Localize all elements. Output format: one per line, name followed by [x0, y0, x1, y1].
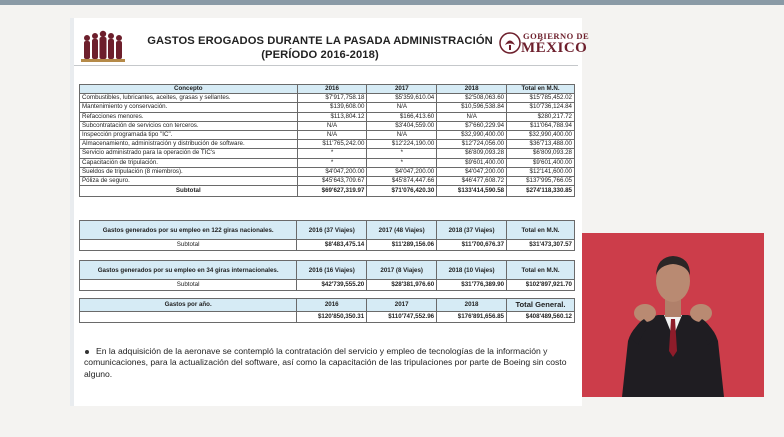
subtotal-row [80, 280, 575, 291]
cell-2016: $7'917,758.18 [297, 94, 367, 103]
cell-2016: $45'643,709.67 [297, 176, 367, 185]
subtotal-label: Subtotal [80, 186, 298, 197]
table-row [80, 94, 575, 103]
cell-concept: Almacenamiento, administración y distribución de software. [80, 140, 298, 149]
total-2017: $110'747,552.96 [367, 312, 437, 323]
table-row [80, 112, 575, 121]
table-row [80, 176, 575, 185]
subtotal-row [80, 240, 575, 251]
header-total: Total en M.N. [507, 221, 575, 240]
header-concept: Gastos generados por su empleo en 34 giras internacionales. [80, 261, 297, 280]
table-row [80, 140, 575, 149]
cell-2016: N/A [297, 121, 367, 130]
subtotal-2017: $11'289,156.06 [367, 240, 437, 251]
subtotal-row [80, 186, 575, 197]
cell-2017: N/A [367, 130, 437, 139]
cell-2017: $4'047,200.00 [367, 167, 437, 176]
header-2016: 2016 [297, 299, 367, 312]
table-row [80, 167, 575, 176]
cell-total: $280,217.72 [507, 112, 575, 121]
international-trips-table [79, 260, 575, 291]
cell-2017: $45'874,447.66 [367, 176, 437, 185]
header-concept: Gastos generados por su empleo en 122 giras nacionales. [80, 221, 297, 240]
cell-total: $137'995,766.05 [507, 176, 575, 185]
header-total: Total en M.N. [507, 85, 575, 94]
cell-2017: $3'404,559.00 [367, 121, 437, 130]
table-header-row [80, 221, 575, 240]
expenses-table [79, 84, 575, 197]
subtotal-2017: $71'076,420.30 [367, 186, 437, 197]
subtotal-2018: $133'414,590.58 [437, 186, 507, 197]
cell-total: $6'809,093.28 [507, 149, 575, 158]
cell-concept: Mantenimiento y conservación. [80, 103, 298, 112]
cell-2016: * [297, 149, 367, 158]
subtotal-label: Subtotal [80, 240, 297, 251]
subtotal-total: $274'118,330.85 [507, 186, 575, 197]
table-header-row [80, 85, 575, 94]
total-2018: $176'891,656.85 [437, 312, 507, 323]
subtotal-2016: $42'739,555.20 [297, 280, 367, 291]
table-header-row [80, 299, 575, 312]
cell-2017: * [367, 158, 437, 167]
cell-total: $32,990,400.00 [507, 130, 575, 139]
page-title [140, 34, 500, 62]
cell-total: $12'141,600.00 [507, 167, 575, 176]
cell-2018: $12'724,056.00 [437, 140, 507, 149]
header-2016: 2016 (37 Viajes) [297, 221, 367, 240]
cell-total: $10'736,124.84 [507, 103, 575, 112]
cell-concept: Subcontratación de servicios con terceros. [80, 121, 298, 130]
header-total: Total General. [507, 299, 575, 312]
eagle-seal-icon [499, 30, 521, 56]
header-concept: Gastos por año. [80, 299, 297, 312]
interpreter-figure-icon [582, 233, 764, 397]
title-line-1: GASTOS EROGADOS DURANTE LA PASADA ADMINISTRACIÓN [147, 35, 493, 47]
footnote [84, 346, 576, 380]
header-concept: Concepto [80, 85, 298, 94]
cell-concept: Combustibles, lubricantes, aceites, grasas y sellantes. [80, 94, 298, 103]
cell-total: $15'785,452.02 [507, 94, 575, 103]
cell-2016: $4'047,200.00 [297, 167, 367, 176]
table-row [80, 149, 575, 158]
slide-edge [70, 18, 74, 406]
table-row [80, 130, 575, 139]
header-2018: 2018 [437, 299, 507, 312]
cell-2016: * [297, 158, 367, 167]
cell-2018: $9'601,400.00 [437, 158, 507, 167]
table-header-row [80, 261, 575, 280]
subtotal-2017: $28'381,976.60 [367, 280, 437, 291]
table-row [80, 158, 575, 167]
totals-label [80, 312, 297, 323]
cell-total: $9'601,400.00 [507, 158, 575, 167]
header-2017: 2017 (48 Viajes) [367, 221, 437, 240]
subtotal-total: $102'897,921.70 [507, 280, 575, 291]
cell-2016: $113,804.12 [297, 112, 367, 121]
subtotal-2018: $31'776,389.90 [437, 280, 507, 291]
cell-2017: $166,413.60 [367, 112, 437, 121]
total-general: $408'489,560.12 [507, 312, 575, 323]
cell-concept: Capacitación de tripulación. [80, 158, 298, 167]
cell-concept: Servicio administrado para la operación de TIC's [80, 149, 298, 158]
top-bar [0, 0, 784, 5]
total-2016: $120'850,350.31 [297, 312, 367, 323]
cell-2018: $46'477,608.72 [437, 176, 507, 185]
yearly-totals-table [79, 298, 575, 323]
cell-2017: N/A [367, 103, 437, 112]
heroes-logo-icon [79, 28, 127, 64]
cell-2017: * [367, 149, 437, 158]
national-trips-table [79, 220, 575, 251]
header-2016: 2016 [297, 85, 367, 94]
subtotal-total: $31'473,307.57 [507, 240, 575, 251]
header-2017: 2017 [367, 299, 437, 312]
table-row [80, 103, 575, 112]
header-2018: 2018 (10 Viajes) [437, 261, 507, 280]
header-2018: 2018 (37 Viajes) [437, 221, 507, 240]
subtotal-2016: $8'483,475.14 [297, 240, 367, 251]
header-2017: 2017 (8 Viajes) [367, 261, 437, 280]
header-2017: 2017 [367, 85, 437, 94]
subtotal-2018: $11'700,676.37 [437, 240, 507, 251]
cell-2016: $139,608.00 [297, 103, 367, 112]
interpreter-video [582, 233, 764, 397]
cell-concept: Inspección programada tipo "IC". [80, 130, 298, 139]
cell-concept: Sueldos de tripulación (8 miembros). [80, 167, 298, 176]
table-row [80, 121, 575, 130]
cell-2017: $5'359,610.04 [367, 94, 437, 103]
header-2018: 2018 [437, 85, 507, 94]
subtotal-2016: $69'627,319.97 [297, 186, 367, 197]
cell-2018: $2'508,063.60 [437, 94, 507, 103]
cell-2018: N/A [437, 112, 507, 121]
divider [74, 65, 578, 66]
cell-total: $11'064,788.94 [507, 121, 575, 130]
cell-2018: $7'660,229.94 [437, 121, 507, 130]
subtotal-label: Subtotal [80, 280, 297, 291]
cell-2016: N/A [297, 130, 367, 139]
cell-total: $36'713,488.00 [507, 140, 575, 149]
cell-2016: $11'765,242.00 [297, 140, 367, 149]
cell-2018: $4'047,200.00 [437, 167, 507, 176]
brand-line-2: MÉXICO [521, 40, 588, 56]
cell-concept: Póliza de seguro. [80, 176, 298, 185]
brand-line-1: GOBIERNO DE [523, 31, 590, 41]
footnote-text: En la adquisición de la aeronave se contempló la contratación del servicio y empleo de tecnologías de la información y comunicaciones, para la actualización del software, así como la capacitación de las tripulaciones por parte de Boeing sin costo alguno. [84, 346, 567, 379]
cell-2017: $12'224,190.00 [367, 140, 437, 149]
cell-concept: Refacciones menores. [80, 112, 298, 121]
cell-2018: $32,990,400.00 [437, 130, 507, 139]
header-total: Total en M.N. [507, 261, 575, 280]
header-2016: 2016 (16 Viajes) [297, 261, 367, 280]
title-line-2: (PERÍODO 2016-2018) [261, 49, 379, 61]
cell-2018: $10,596,538.84 [437, 103, 507, 112]
cell-2018: $6'809,093.28 [437, 149, 507, 158]
totals-row [80, 312, 575, 323]
